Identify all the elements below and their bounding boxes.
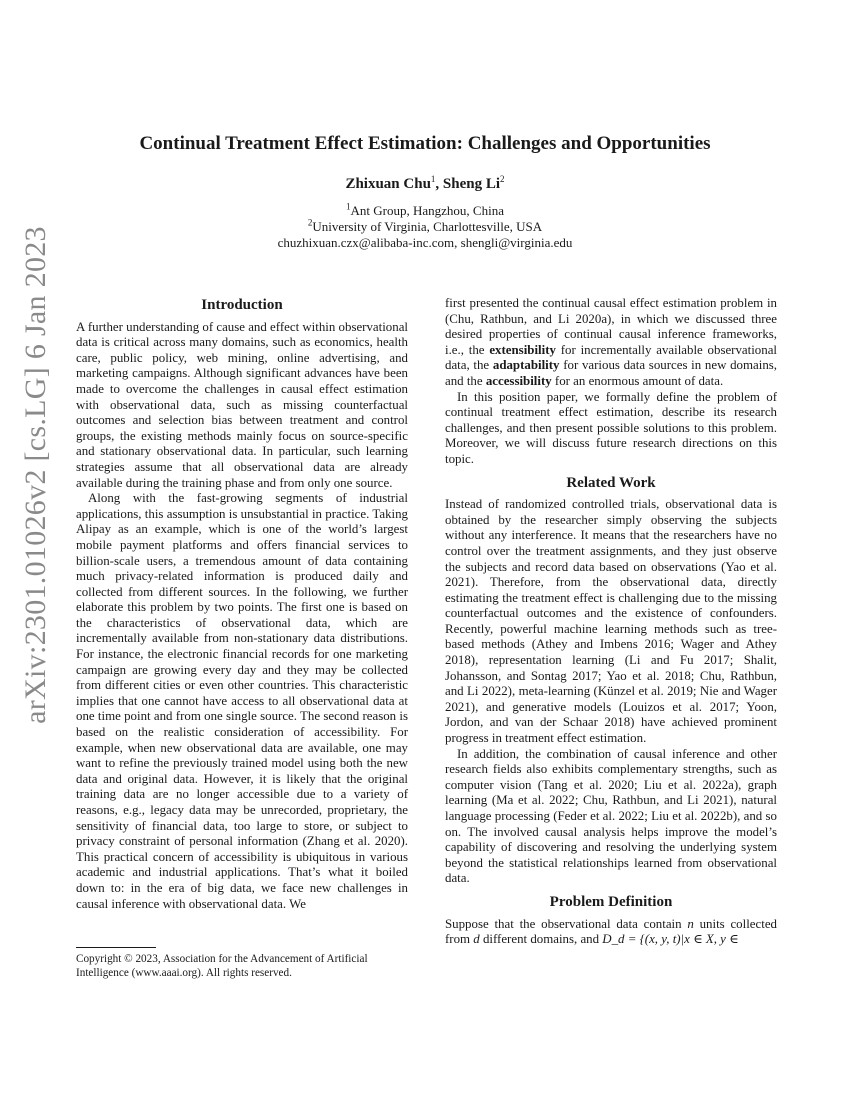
problem-text: Suppose that the observational data contain — [445, 916, 688, 931]
arxiv-identifier: arXiv:2301.01026v2 [cs.LG] 6 Jan 2023 — [19, 226, 53, 724]
affiliation-mark: 2 — [307, 217, 313, 228]
math-d: d — [473, 932, 480, 947]
copyright-footnote — [76, 947, 408, 980]
affiliations — [70, 203, 780, 251]
related-paragraph-1: Instead of randomized controlled trials, observational data is obtained by the researcher simply observing the subjects without any interference. It means that the researchers have no control over the treatment assignments, and they just observe the subjects and record data based on observations (Yao et al. 2021). Therefore, from the observational data, directly estimating the treatment effect is challenging due to the missing counterfactual outcomes and the existence of confounders. Recently, powerful machine learning methods such as tree-based methods (Athey and Imbens 2016; Wager and Athey 2018), representation learning (Li and Fu 2017; Shalit, Johansson, and Sontag 2017; Yao et al. 2018; Chu, Rathbun, and Li 2022), meta-learning (Künzel et al. 2019; Nie and Wager 2021), and generative models (Louizos et al. 2017; Yoon, Jordon, and van der Schaar 2018) have achieved prominent progress in treatment effect estimation. — [445, 497, 777, 746]
intro-p3-text: for an enormous amount of data. — [551, 373, 724, 388]
author-name: Zhixuan Chu — [345, 176, 431, 192]
affiliation-line — [70, 203, 780, 219]
paper-title: Continual Treatment Effect Estimation: Challenges and Opportunities — [139, 133, 711, 154]
problem-text: different domains, and — [479, 932, 603, 947]
math-dataset-formula: D_d = {(x, y, t)|x ∈ X, y ∈ — [602, 932, 739, 947]
left-column — [76, 296, 408, 912]
author-affiliation-mark: 2 — [500, 174, 505, 184]
section-heading-introduction: Introduction — [201, 297, 283, 313]
section-heading-related-work: Related Work — [566, 474, 656, 491]
problem-text: units collected from — [445, 916, 777, 947]
intro-p3-text: for incrementally available observational data, the — [445, 342, 777, 373]
affiliation-line — [70, 219, 780, 235]
term-accessibility: accessibility — [485, 373, 552, 388]
affiliation-text: Ant Group, Hangzhou, China — [350, 203, 504, 218]
problem-paragraph-1 — [445, 917, 777, 948]
affiliation-mark: 1 — [346, 201, 351, 212]
intro-paragraph-4: In this position paper, we formally define the problem of continual treatment effect estimation, describe its research challenges, and then present possible solutions to this problem. Moreover, we will discuss future research directions on this topic. — [445, 389, 777, 466]
section-heading-problem-definition: Problem Definition — [549, 893, 673, 910]
intro-p3-text: for various data sources in new domains, and the — [445, 358, 778, 388]
intro-paragraph-1: A further understanding of cause and effect within observational data is critical across many domains, such as economics, health care, public policy, web mining, online advertising, and marketing campaigns. Although significant advances have been made to overcome the challenges in causal effect estimation with observational data, such as missing counterfactual outcomes and selection bias between treatment and control groups, the existing methods mainly focus on source-specific and stationary observational data. In particular, such learning strategies assume that all observational data are already available during the training phase and from only one source. — [76, 319, 408, 490]
term-adaptability: adaptability — [492, 358, 560, 373]
term-extensibility: extensibility — [489, 342, 556, 357]
intro-paragraph-2: Along with the fast-growing segments of industrial applications, this assumption is unsubstantial in practice. Taking Alipay as an example, which is one of the world’s largest mobile payment platforms and offers financial services to billion-scale users, a tremendous amount of data containing much privacy-related information is produced daily and collected from different sources. In the following, we further elaborate this problem by two points. The first one is based on the characteristics of observational data, which are incrementally available from non-stationary data distributions. For instance, the electronic financial records for one marketing campaign are growing every day and they may be collected from different cities or even other countries. This characteristic implies that one cannot have access to all observational data at one time point and from one single source. The second reason is based on the realistic consideration of accessibility. For example, when new observational data are available, one may want to refine the previously trained model using both the new data and original data. However, it is likely that the original training data are no longer accessible due to a variety of reasons, e.g., legacy data may be unrecorded, proprietary, the sensitivity of financial data, too large to store, or subject to privacy constraint of personal information (Zhang et al. 2020). This practical concern of accessibility is ubiquitous in various academic and industrial applications. That’s what it boiled down to: in the era of big data, we face new challenges in causal inference with observational data. We — [76, 491, 408, 911]
intro-p3-text: first presented the continual causal effect estimation problem in (Chu, Rathbun, and Li 2020a), in which we discussed three desired properties of continual causal inference frameworks, i.e., the — [445, 296, 777, 357]
related-paragraph-2: In addition, the combination of causal inference and other research fields also exhibits complementary strengths, such as computer vision (Tang et al. 2020; Liu et al. 2022a), graph learning (Ma et al. 2022; Chu, Rathbun, and Li 2021), natural language processing (Feder et al. 2022; Liu et al. 2022b), and so on. The involved causal analysis helps improve the model’s capability of discovering and resolving the underlying system beyond the statistical relationships learned from observational data. — [445, 746, 777, 886]
arxiv-identifier-sidebar — [6, 226, 66, 724]
author-separator: , — [435, 176, 443, 192]
author-emails: chuzhixuan.czx@alibaba-inc.com, shengli@virginia.edu — [277, 235, 573, 250]
math-n: n — [687, 916, 694, 931]
author-list — [70, 176, 780, 193]
intro-paragraph-3 — [445, 296, 777, 390]
footnote-rule — [76, 947, 156, 948]
affiliation-text: University of Virginia, Charlottesville, USA — [312, 219, 543, 234]
right-column — [445, 296, 777, 948]
author-name: Sheng Li — [442, 176, 501, 192]
author-affiliation-mark: 1 — [430, 174, 436, 184]
copyright-text: Copyright © 2023, Association for the Advancement of Artificial Intelligence (www.aaai.org). All rights reserved. — [76, 953, 368, 979]
